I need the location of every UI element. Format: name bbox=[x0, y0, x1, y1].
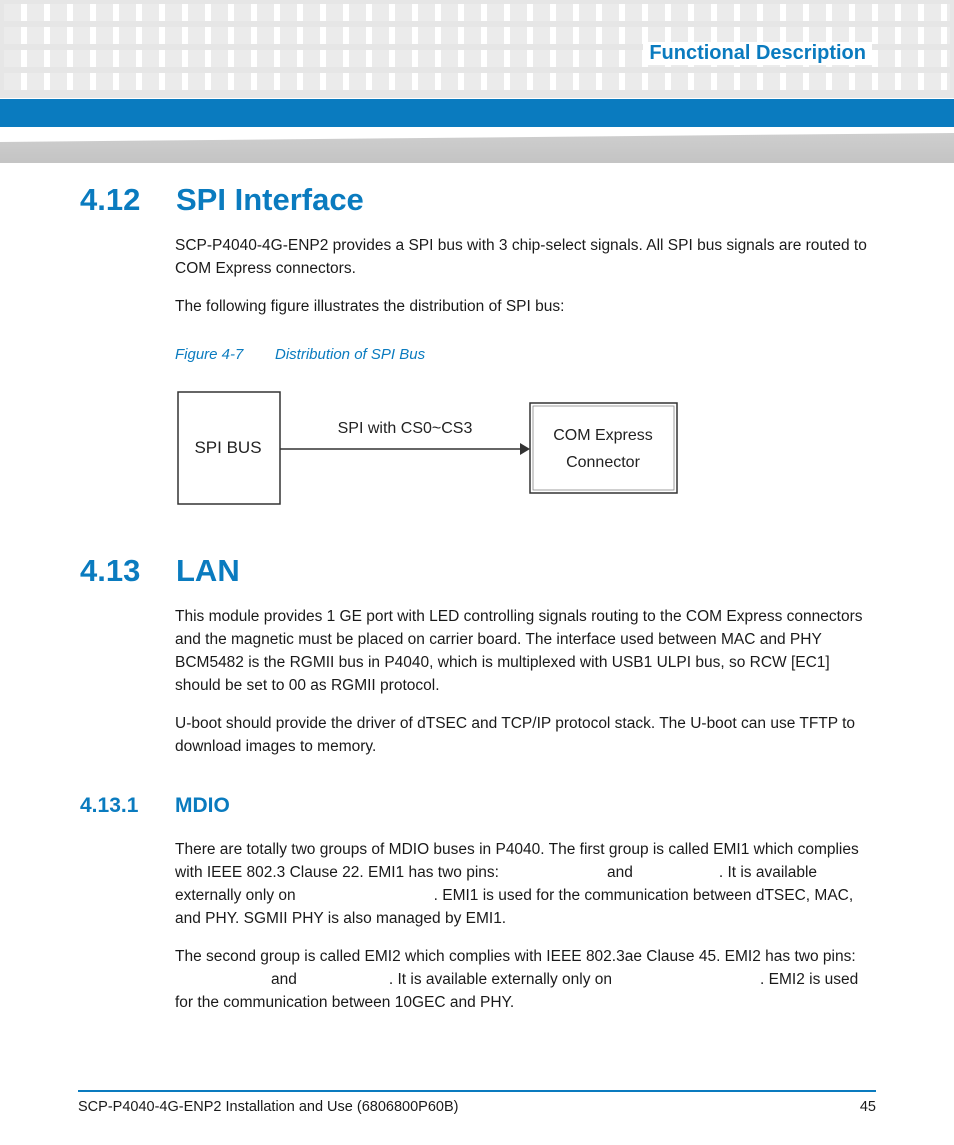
mdio-p2-text-c: . It is available externally only on bbox=[388, 971, 613, 988]
heading-title: LAN bbox=[176, 553, 240, 588]
mdio-p1-text-d: . EMI1 is used for the communication between dTSEC, MAC, and PHY. SGMII PHY is also managed by EMI1. bbox=[175, 887, 854, 927]
spi-paragraph-1: SCP-P4040-4G-ENP2 provides a SPI bus with 3 chip-select signals. All SPI bus signals are routed to COM Express connectors. bbox=[175, 237, 867, 277]
figure-title: Distribution of SPI Bus bbox=[275, 346, 426, 363]
heading-title: SPI Interface bbox=[176, 182, 364, 217]
figure-number: Figure 4-7 bbox=[175, 346, 244, 363]
mdio-paragraph-2 bbox=[175, 945, 875, 1014]
mdio-p1-text-b: and bbox=[606, 864, 633, 881]
mdio-p1-text-a: There are totally two groups of MDIO buses in P4040. The first group is called EMI1 which complies with IEEE 802.3 Clause 22. EMI1 has two pins: bbox=[175, 841, 859, 881]
spi-arrow-head bbox=[520, 443, 530, 455]
com-express-label-line2: Connector bbox=[566, 454, 640, 471]
header-grey-wedge bbox=[0, 133, 954, 163]
heading-number: 4.13 bbox=[80, 553, 141, 588]
spi-arrow-label: SPI with CS0~CS3 bbox=[337, 420, 473, 437]
mdio-p2-text-b: and bbox=[271, 971, 297, 988]
lan-paragraph-1: This module provides 1 GE port with LED controlling signals routing to the COM Express connectors and the magnetic must be placed on carrier board. The interface used between MAC and PHY BCM5482 is the RGMII bus in P4040, which is multiplexed with USB1 ULPI bus, so RCW [EC1] should be set to 00 as RGMII protocol. bbox=[175, 608, 863, 694]
heading-title: MDIO bbox=[175, 794, 230, 817]
com-express-box bbox=[530, 403, 677, 493]
spi-distribution-diagram bbox=[170, 385, 690, 515]
heading-spi-interface bbox=[80, 182, 364, 218]
footer-document-title: SCP-P4040-4G-ENP2 Installation and Use (6806800P60B) bbox=[78, 1099, 459, 1115]
spi-bus-label: SPI BUS bbox=[194, 438, 262, 457]
mdio-p1-text-c: . It is available externally only on bbox=[175, 864, 818, 904]
heading-lan bbox=[80, 553, 240, 589]
heading-mdio bbox=[80, 794, 230, 818]
mdio-paragraph-1 bbox=[175, 838, 875, 930]
footer-page-number: 45 bbox=[859, 1099, 876, 1115]
mdio-p2-text-d: . EMI2 is used for the communication between 10GEC and PHY. bbox=[175, 971, 859, 1011]
com-express-label-line1: COM Express bbox=[553, 427, 653, 444]
header-blue-band bbox=[0, 99, 954, 127]
heading-number: 4.13.1 bbox=[80, 794, 139, 817]
lan-paragraph-2: U-boot should provide the driver of dTSEC and TCP/IP protocol stack. The U-boot can use TFTP to download images to memory. bbox=[175, 715, 856, 755]
header-section-title: Functional Description bbox=[643, 42, 872, 65]
heading-number: 4.12 bbox=[80, 182, 141, 217]
footer-rule bbox=[78, 1090, 876, 1092]
spi-paragraph-2: The following figure illustrates the distribution of SPI bus: bbox=[175, 298, 565, 315]
mdio-p2-text-a: The second group is called EMI2 which complies with IEEE 802.3ae Clause 45. EMI2 has two pins: bbox=[175, 948, 856, 965]
figure-caption bbox=[175, 346, 425, 363]
